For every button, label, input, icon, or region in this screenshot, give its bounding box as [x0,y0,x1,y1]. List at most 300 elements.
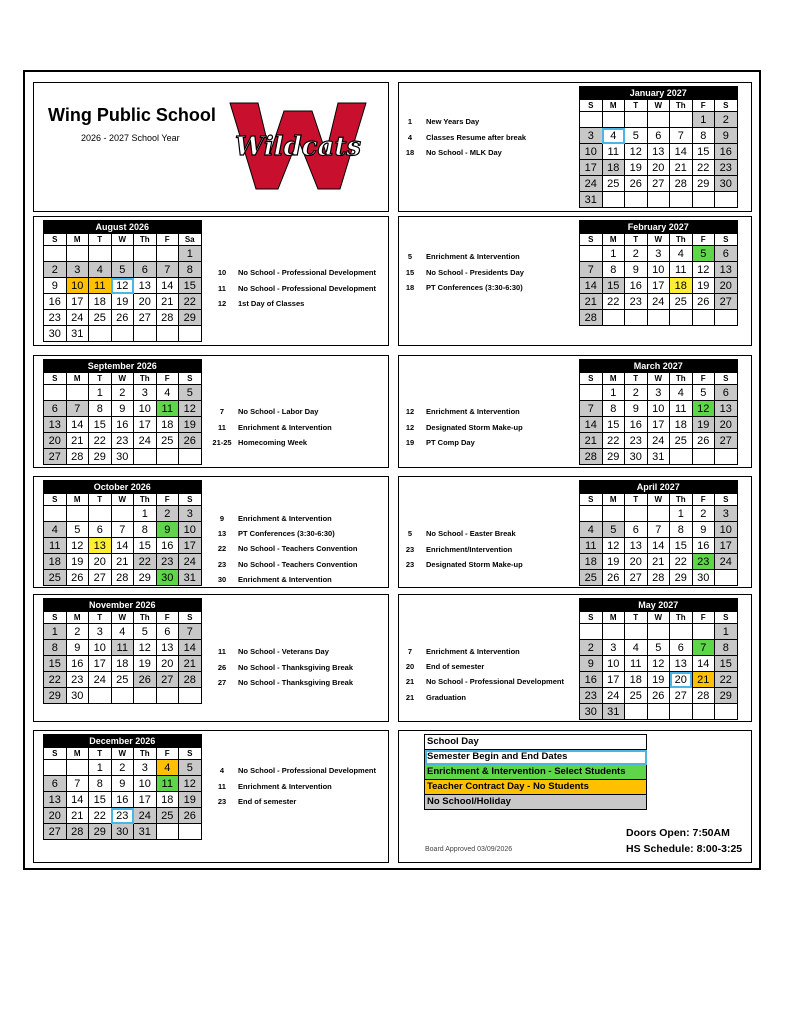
event-date: 15 [405,267,415,277]
empty-cell [647,310,670,326]
day-cell: 2 [156,506,179,522]
event-title: Enrichment & Intervention [238,781,332,791]
event-title: Enrichment & Intervention [238,422,332,432]
weekday-header: F [156,373,179,385]
empty-cell [66,385,89,401]
empty-cell [670,624,693,640]
day-cell: 22 [670,554,693,570]
day-cell: 2 [625,385,648,401]
empty-cell [66,506,89,522]
day-cell: 13 [715,262,738,278]
day-cell: 11 [670,262,693,278]
day-cell: 21 [111,554,134,570]
day-cell: 9 [715,128,738,144]
day-cell: 6 [44,401,67,417]
event-title: No School - Labor Day [238,407,319,416]
event-title: No School - Teachers Convention [238,559,358,569]
event-title: Homecoming Week [238,438,308,447]
weekday-header: T [89,373,112,385]
day-cell: 29 [89,824,112,840]
weekday-header: S [580,373,603,385]
day-cell: 17 [134,417,157,433]
weekday-header: S [580,612,603,624]
month-title: May 2027 [580,599,738,612]
day-cell: 19 [179,792,202,808]
day-cell: 19 [692,278,715,294]
weekday-header: T [625,100,648,112]
day-cell: 16 [692,538,715,554]
event-title: No School - Professional Development [238,766,376,775]
day-cell: 11 [156,401,179,417]
weekday-header: F [156,234,179,246]
event-date: 13 [217,529,227,539]
day-cell: 5 [111,262,134,278]
day-cell: 27 [625,570,648,586]
event-date: 11 [218,283,226,293]
empty-cell [89,506,112,522]
empty-cell [134,326,157,342]
day-cell: 1 [44,624,67,640]
event-title: Enrichment & Intervention [238,514,332,523]
day-cell: 28 [156,310,179,326]
month-title: February 2027 [580,221,738,234]
weekday-header: F [156,612,179,624]
weekday-header: S [44,612,67,624]
weekday-header: S [715,612,738,624]
empty-cell [625,506,648,522]
day-cell: 3 [179,506,202,522]
day-cell: 20 [44,808,67,824]
wildcats-logo [228,101,368,191]
day-cell: 4 [89,262,112,278]
day-cell: 3 [715,506,738,522]
weekday-header: W [647,234,670,246]
day-cell: 24 [134,808,157,824]
day-cell: 10 [647,262,670,278]
day-cell: 26 [692,294,715,310]
empty-cell [602,506,625,522]
empty-cell [66,760,89,776]
day-cell: 13 [44,417,67,433]
day-cell: 21 [66,433,89,449]
event-title: Enrichment/Intervention [426,544,513,554]
event-date: 19 [405,438,415,447]
event-date: 20 [405,662,415,672]
day-cell: 10 [580,144,603,160]
weekday-header: W [111,234,134,246]
day-cell: 8 [44,640,67,656]
day-cell: 13 [625,538,648,554]
day-cell: 8 [179,262,202,278]
event-date: 5 [407,252,413,261]
day-cell: 27 [647,176,670,192]
day-cell: 22 [602,433,625,449]
empty-cell [134,449,157,465]
day-cell: 5 [179,385,202,401]
day-cell: 5 [179,760,202,776]
day-cell: 3 [602,640,625,656]
empty-cell [179,688,202,704]
day-cell: 9 [44,278,67,294]
day-cell: 26 [179,808,202,824]
day-cell: 12 [602,538,625,554]
day-cell: 25 [89,310,112,326]
day-cell: 2 [692,506,715,522]
day-cell: 21 [692,672,715,688]
day-cell: 12 [692,262,715,278]
day-cell: 27 [89,570,112,586]
event-title: End of semester [426,662,485,672]
weekday-header: Th [670,100,693,112]
day-cell: 31 [602,704,625,720]
day-cell: 12 [134,640,157,656]
day-cell: 18 [625,672,648,688]
event-title: Designated Storm Make-up [426,560,523,569]
day-cell: 8 [89,401,112,417]
weekday-header: M [602,234,625,246]
day-cell: 1 [715,624,738,640]
day-cell: 25 [625,688,648,704]
day-cell: 9 [625,262,648,278]
day-cell: 26 [602,570,625,586]
day-cell: 29 [715,688,738,704]
day-cell: 19 [647,672,670,688]
weekday-header: Th [670,612,693,624]
day-cell: 19 [602,554,625,570]
day-cell: 18 [156,792,179,808]
day-cell: 14 [179,640,202,656]
weekday-header: Th [134,373,157,385]
day-cell: 14 [647,538,670,554]
weekday-header: F [692,494,715,506]
empty-cell [670,112,693,128]
day-cell: 6 [134,262,157,278]
day-cell: 12 [111,278,134,294]
day-cell: 4 [625,640,648,656]
weekday-header: S [715,494,738,506]
weekday-header: W [647,612,670,624]
day-cell: 13 [134,278,157,294]
day-cell: 3 [134,385,157,401]
event-date: 23 [217,559,227,569]
event-date: 30 [217,574,227,584]
day-cell: 6 [647,128,670,144]
weekday-header: M [602,373,625,385]
weekday-header: S [179,748,202,760]
empty-cell [670,449,693,465]
day-cell: 19 [625,160,648,176]
day-cell: 27 [44,824,67,840]
empty-cell [715,704,738,720]
day-cell: 31 [580,192,603,208]
day-cell: 2 [580,640,603,656]
empty-cell [715,192,738,208]
day-cell: 28 [179,672,202,688]
day-cell: 19 [692,417,715,433]
day-cell: 12 [179,776,202,792]
day-cell: 2 [111,385,134,401]
day-cell: 15 [89,417,112,433]
weekday-header: S [44,234,67,246]
day-cell: 2 [625,246,648,262]
day-cell: 17 [134,792,157,808]
day-cell: 6 [715,246,738,262]
event-title: Designated Storm Make-up [426,422,523,432]
day-cell: 8 [670,522,693,538]
day-cell: 27 [134,310,157,326]
day-cell: 15 [134,538,157,554]
day-cell: 20 [156,656,179,672]
day-cell: 14 [580,417,603,433]
day-cell: 24 [179,554,202,570]
empty-cell [66,246,89,262]
empty-cell [670,704,693,720]
empty-cell [111,688,134,704]
day-cell: 9 [66,640,89,656]
day-cell: 29 [89,449,112,465]
event-title: 1st Day of Classes [238,299,305,308]
empty-cell [625,624,648,640]
day-cell: 18 [670,278,693,294]
day-cell: 21 [670,160,693,176]
day-cell: 17 [647,417,670,433]
day-cell: 17 [715,538,738,554]
day-cell: 30 [580,704,603,720]
day-cell: 4 [156,385,179,401]
day-cell: 20 [89,554,112,570]
day-cell: 31 [134,824,157,840]
day-cell: 30 [625,449,648,465]
weekday-header: Th [134,234,157,246]
day-cell: 31 [66,326,89,342]
weekday-header: S [44,373,67,385]
event-title: Graduation [426,692,467,702]
day-cell: 29 [134,570,157,586]
empty-cell [647,506,670,522]
day-cell: 1 [89,385,112,401]
day-cell: 22 [715,672,738,688]
empty-cell [156,449,179,465]
day-cell: 9 [156,522,179,538]
event-title: Enrichment & Intervention [238,574,332,584]
day-cell: 20 [44,433,67,449]
month-title: December 2026 [44,735,202,748]
day-cell: 2 [66,624,89,640]
day-cell: 20 [625,554,648,570]
day-cell: 24 [715,554,738,570]
event-title: Enrichment & Intervention [426,407,520,416]
day-cell: 26 [179,433,202,449]
weekday-header: T [89,748,112,760]
day-cell: 31 [647,449,670,465]
day-cell: 25 [156,808,179,824]
month-title: January 2027 [580,87,738,100]
legend-item: Semester Begin and End Dates [425,750,647,765]
day-cell: 17 [580,160,603,176]
weekday-header: T [89,494,112,506]
day-cell: 29 [602,449,625,465]
day-cell: 15 [715,656,738,672]
event-title: New Years Day [426,117,480,126]
day-cell: 15 [179,278,202,294]
day-cell: 26 [647,688,670,704]
day-cell: 3 [134,760,157,776]
empty-cell [156,246,179,262]
weekday-header: F [692,100,715,112]
day-cell: 29 [179,310,202,326]
day-cell: 15 [89,792,112,808]
month-title: October 2026 [44,481,202,494]
day-cell: 23 [44,310,67,326]
day-cell: 16 [580,672,603,688]
weekday-header: Th [134,612,157,624]
day-cell: 22 [602,294,625,310]
day-cell: 15 [602,417,625,433]
day-cell: 1 [134,506,157,522]
day-cell: 4 [111,624,134,640]
weekday-header: F [692,234,715,246]
day-cell: 15 [602,278,625,294]
weekday-header: W [111,612,134,624]
empty-cell [580,246,603,262]
empty-cell [580,112,603,128]
day-cell: 12 [179,401,202,417]
empty-cell [44,506,67,522]
weekday-header: M [602,494,625,506]
weekday-header: S [580,494,603,506]
weekday-header: W [647,373,670,385]
weekday-header: F [692,612,715,624]
weekday-header: M [66,234,89,246]
empty-cell [156,824,179,840]
event-title: No School - Professional Development [238,283,376,293]
weekday-header: T [625,494,648,506]
day-cell: 23 [625,433,648,449]
empty-cell [715,310,738,326]
empty-cell [111,506,134,522]
legend-item: School Day [425,735,647,750]
day-cell: 26 [134,672,157,688]
weekday-header: T [89,234,112,246]
day-cell: 7 [692,640,715,656]
day-cell: 30 [66,688,89,704]
day-cell: 3 [647,246,670,262]
day-cell: 20 [670,672,693,688]
calendar-apr [579,480,738,586]
event-date: 11 [218,647,226,656]
weekday-header: Th [134,494,157,506]
day-cell: 15 [44,656,67,672]
day-cell: 23 [111,808,134,824]
day-cell: 23 [625,294,648,310]
day-cell: 28 [647,570,670,586]
empty-cell [111,246,134,262]
day-cell: 18 [670,417,693,433]
weekday-header: Th [670,234,693,246]
day-cell: 10 [715,522,738,538]
day-cell: 26 [692,433,715,449]
month-title: March 2027 [580,360,738,373]
day-cell: 2 [44,262,67,278]
day-cell: 7 [179,624,202,640]
event-title: PT Conferences (3:30-6:30) [426,283,523,292]
day-cell: 7 [156,262,179,278]
logo-text: Wildcats [234,132,362,162]
event-date: 12 [405,422,415,432]
day-cell: 29 [44,688,67,704]
day-cell: 14 [580,278,603,294]
day-cell: 22 [89,808,112,824]
empty-cell [647,624,670,640]
event-date: 26 [217,662,227,672]
empty-cell [111,326,134,342]
day-cell: 9 [111,401,134,417]
day-cell: 27 [670,688,693,704]
day-cell: 9 [625,401,648,417]
day-cell: 28 [692,688,715,704]
day-cell: 18 [111,656,134,672]
legend-item: Teacher Contract Day - No Students [425,780,647,795]
weekday-header: S [179,373,202,385]
empty-cell [647,704,670,720]
empty-cell [670,310,693,326]
calendar-dec [43,734,202,840]
event-date: 21 [405,677,415,687]
weekday-header: S [715,234,738,246]
weekday-header: Th [670,494,693,506]
day-cell: 7 [66,401,89,417]
day-cell: 25 [670,433,693,449]
day-cell: 24 [89,672,112,688]
day-cell: 28 [580,449,603,465]
weekday-header: S [580,234,603,246]
event-date: 9 [219,514,225,523]
day-cell: 23 [692,554,715,570]
event-date: 21-25 [212,438,232,447]
weekday-header: T [625,234,648,246]
day-cell: 7 [580,262,603,278]
day-cell: 9 [111,776,134,792]
day-cell: 11 [670,401,693,417]
day-cell: 30 [44,326,67,342]
day-cell: 8 [692,128,715,144]
day-cell: 25 [111,672,134,688]
weekday-header: T [625,612,648,624]
event-title: Classes Resume after break [426,132,527,142]
day-cell: 10 [134,401,157,417]
day-cell: 24 [580,176,603,192]
day-cell: 10 [134,776,157,792]
day-cell: 5 [602,522,625,538]
day-cell: 18 [89,294,112,310]
weekday-header: Sa [179,234,202,246]
day-cell: 22 [89,433,112,449]
calendar-jan [579,86,738,208]
day-cell: 18 [44,554,67,570]
day-cell: 26 [625,176,648,192]
day-cell: 13 [647,144,670,160]
day-cell: 2 [111,760,134,776]
event-title: PT Comp Day [426,438,475,447]
empty-cell [179,449,202,465]
empty-cell [625,112,648,128]
weekday-header: S [44,748,67,760]
event-title: PT Conferences (3:30-6:30) [238,529,335,539]
day-cell: 16 [44,294,67,310]
empty-cell [44,246,67,262]
event-date: 23 [217,797,227,806]
day-cell: 28 [66,449,89,465]
